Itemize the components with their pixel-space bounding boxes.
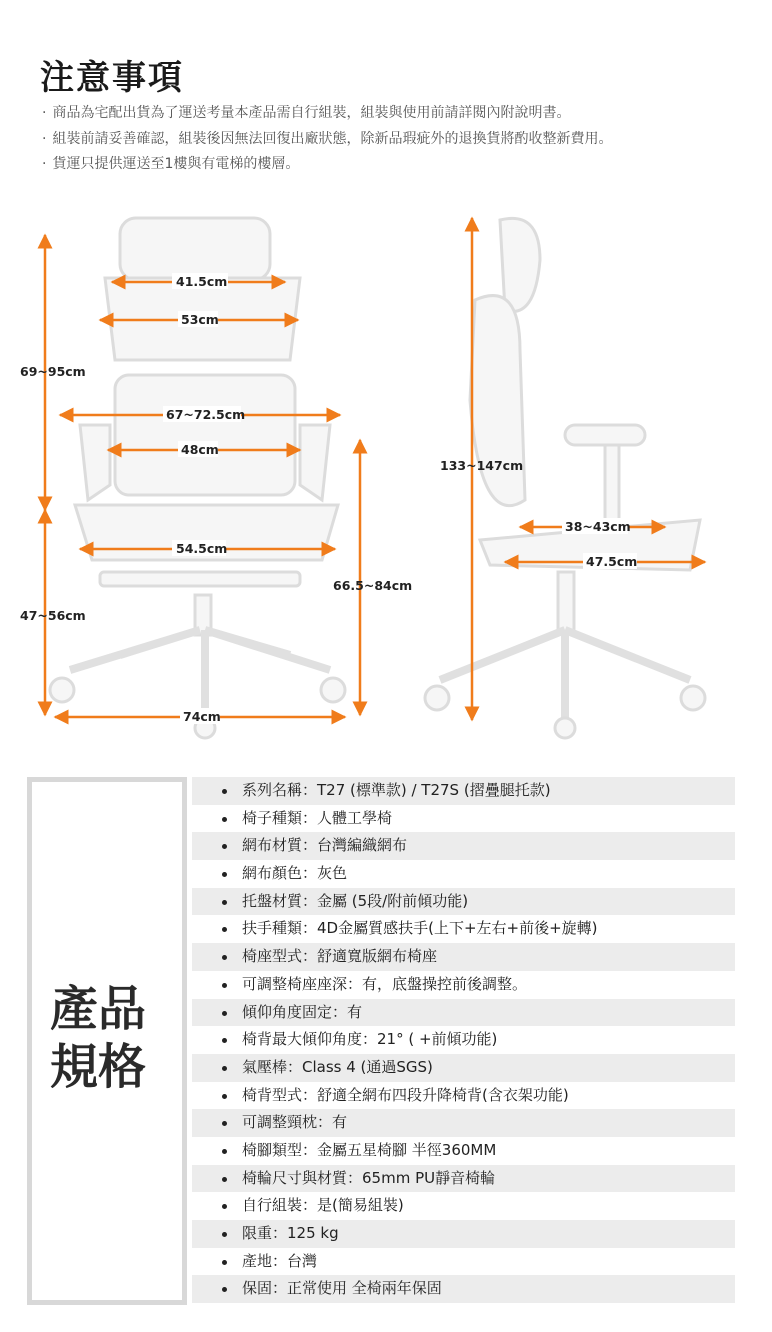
- spec-list: [192, 777, 735, 1303]
- spec-item: 網布材質：台灣編織網布: [192, 832, 735, 860]
- dim-headrest-width: 41.5cm: [176, 274, 228, 289]
- notice-line: · 貨運只提供運送至1樓與有電梯的樓層。: [42, 153, 299, 173]
- bullet-icon: [222, 983, 227, 988]
- bullet-icon: [222, 872, 227, 877]
- spec-item: 限重：125 kg: [192, 1220, 735, 1248]
- spec-item: 傾仰角度固定：有: [192, 999, 735, 1027]
- dim-seat-depth: 38~43cm: [565, 519, 631, 534]
- bullet-icon: [222, 1204, 227, 1209]
- bullet-icon: [222, 927, 227, 932]
- dim-seat-height: 47~56cm: [20, 608, 86, 623]
- spec-item: 托盤材質：金屬 (5段/附前傾功能): [192, 888, 735, 916]
- spec-item: 椅輪尺寸與材質：65mm PU靜音椅輪: [192, 1165, 735, 1193]
- bullet-icon: [222, 1232, 227, 1237]
- spec-item: 系列名稱：T27 (標準款) / T27S (摺疊腿托款): [192, 777, 735, 805]
- bullet-icon: [222, 1287, 227, 1292]
- chair-side-illustration: [425, 218, 705, 738]
- notice-line: · 組裝前請妥善確認，組裝後因無法回復出廠狀態，除新品瑕疵外的退換貨將酌收整新費用。: [42, 128, 612, 148]
- spec-item: 椅背最大傾仰角度：21° ( +前傾功能): [192, 1026, 735, 1054]
- spec-item: 椅座型式：舒適寬版網布椅座: [192, 943, 735, 971]
- bullet-icon: [222, 955, 227, 960]
- dim-armrest-span: 67~72.5cm: [166, 407, 246, 422]
- bullet-icon: [222, 1177, 227, 1182]
- spec-item: 椅背型式：舒適全網布四段升降椅背(含衣架功能): [192, 1082, 735, 1110]
- dim-lumbar-width: 48cm: [181, 442, 219, 457]
- spec-item: 椅子種類：人體工學椅: [192, 805, 735, 833]
- spec-item: 網布顏色：灰色: [192, 860, 735, 888]
- spec-item: 椅腳類型：金屬五星椅腳 半徑360MM: [192, 1137, 735, 1165]
- spec-item: 可調整椅座座深：有，底盤操控前後調整。: [192, 971, 735, 999]
- spec-item: 產地：台灣: [192, 1248, 735, 1276]
- dim-arm-height: 66.5~84cm: [333, 578, 413, 593]
- spec-heading: 產品規格: [50, 981, 147, 1095]
- chair-dimension-diagram: [0, 200, 772, 760]
- dim-seat-length: 47.5cm: [586, 554, 638, 569]
- chair-front-illustration: [50, 218, 345, 738]
- spec-item: 氣壓棒：Class 4 (通過SGS): [192, 1054, 735, 1082]
- notice-title: 注意事項: [40, 58, 184, 98]
- dim-total-height: 69~95cm: [20, 364, 86, 379]
- bullet-icon: [222, 1121, 227, 1126]
- bullet-icon: [222, 1066, 227, 1071]
- bullet-icon: [222, 1094, 227, 1099]
- spec-item: 扶手種類：4D金屬質感扶手(上下+左右+前後+旋轉): [192, 915, 735, 943]
- dim-seat-width: 54.5cm: [176, 541, 228, 556]
- bullet-icon: [222, 844, 227, 849]
- dim-base-width: 74cm: [183, 709, 221, 724]
- spec-item: 自行組裝：是(簡易組裝): [192, 1192, 735, 1220]
- dim-back-width: 53cm: [181, 312, 219, 327]
- bullet-icon: [222, 789, 227, 794]
- spec-item: 可調整頸枕：有: [192, 1109, 735, 1137]
- bullet-icon: [222, 1149, 227, 1154]
- spec-item: 保固：正常使用 全椅兩年保固: [192, 1275, 735, 1303]
- dim-side-height: 133~147cm: [440, 458, 524, 473]
- bullet-icon: [222, 900, 227, 905]
- notice-line: · 商品為宅配出貨為了運送考量本產品需自行組裝，組裝與使用前請詳閱內附說明書。: [42, 102, 570, 122]
- bullet-icon: [222, 817, 227, 822]
- bullet-icon: [222, 1011, 227, 1016]
- bullet-icon: [222, 1260, 227, 1265]
- bullet-icon: [222, 1038, 227, 1043]
